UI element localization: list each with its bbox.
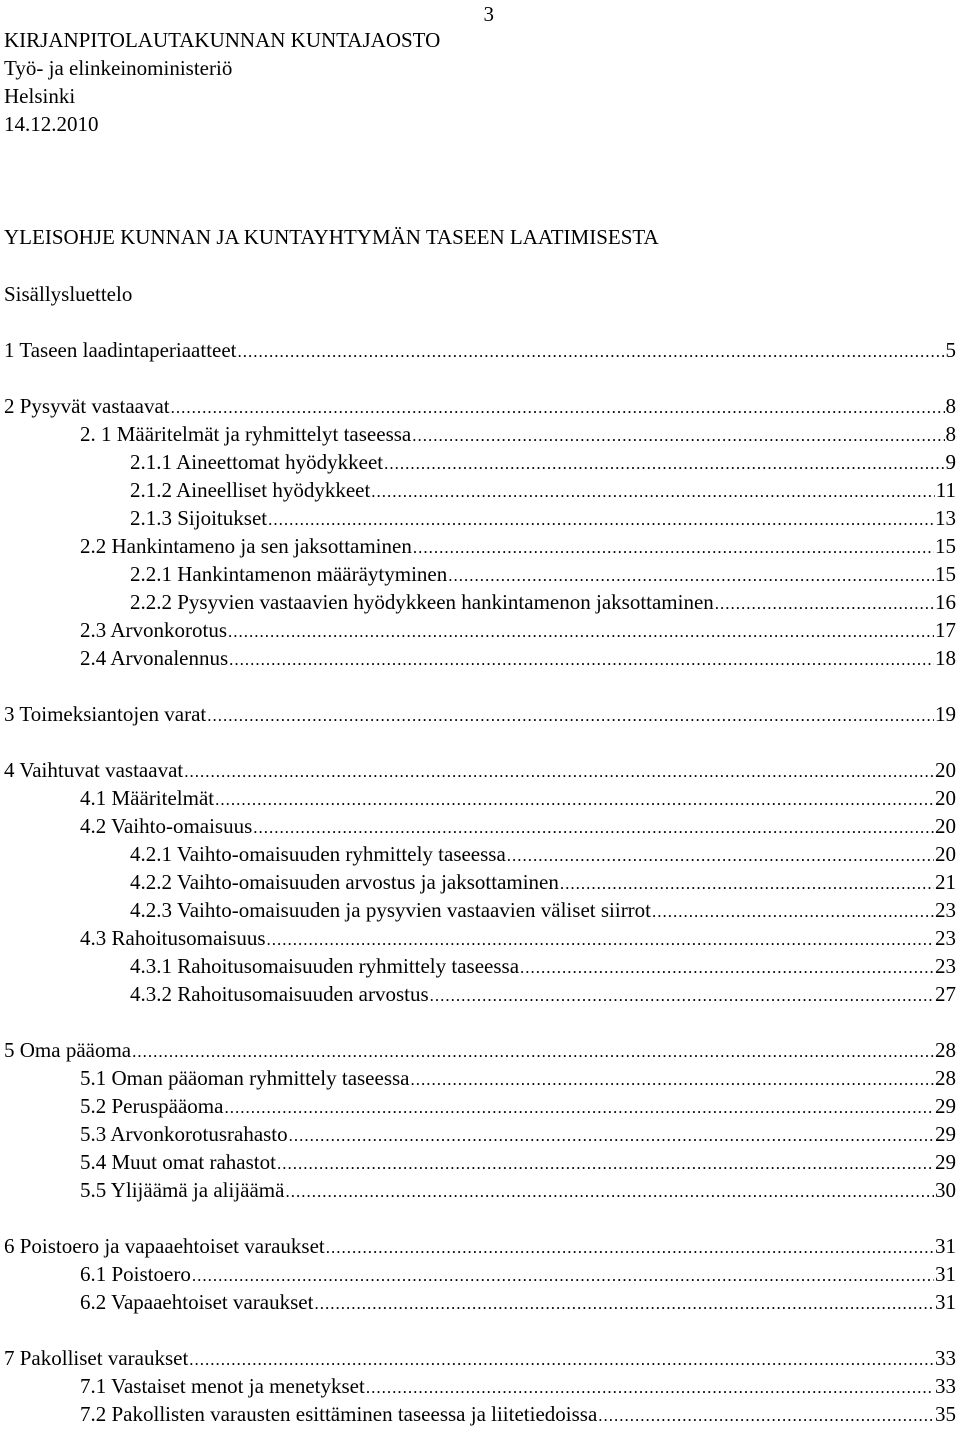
toc-entry[interactable] [80,1178,956,1202]
toc-dot-leader [171,396,945,420]
toc-entry[interactable] [130,450,956,474]
toc-entry[interactable] [130,954,956,978]
toc-entry-label: 7.2 Pakollisten varausten esittäminen taseessa ja liitetiedoissa [80,1402,598,1426]
toc-entry-label: 2.1.3 Sijoitukset [130,506,268,530]
toc-entry[interactable] [4,394,956,418]
toc-entry[interactable] [4,1346,956,1370]
toc-entry[interactable] [80,1374,956,1398]
toc-dot-leader [371,480,934,504]
toc-dot-leader [189,1348,934,1372]
toc-dot-leader [238,340,945,364]
toc-dot-leader [277,1152,934,1176]
toc-entry-page: 23 [935,954,956,978]
toc-dot-leader [267,928,934,952]
toc-dot-leader [132,1040,934,1064]
toc-entry[interactable] [80,1262,956,1286]
toc-dot-leader [285,1180,934,1204]
toc-entry-page: 30 [935,1178,956,1202]
toc-entry[interactable] [130,590,956,614]
toc-dot-leader [520,956,934,980]
toc-entry-page: 33 [935,1346,956,1370]
toc-entry-label: 7.1 Vastaiset menot ja menetykset [80,1374,365,1398]
toc-dot-leader [184,760,934,784]
toc-entry[interactable] [130,478,956,502]
toc-entry-label: 5.3 Arvonkorotusrahasto [80,1122,288,1146]
toc-entry-label: 2.3 Arvonkorotus [80,618,227,642]
toc-entry-page: 15 [935,534,956,558]
toc-entry-page: 15 [935,562,956,586]
toc-dot-leader [314,1292,934,1316]
toc-entry-page: 20 [935,842,956,866]
toc-dot-leader [507,844,934,868]
toc-entry-label: 4.3.2 Rahoitusomaisuuden arvostus [130,982,429,1006]
toc-entry-label: 6.1 Poistoero [80,1262,191,1286]
header-ministry: Työ- ja elinkeinoministeriö [4,56,233,80]
toc-entry-page: 21 [935,870,956,894]
toc-entry[interactable] [130,982,956,1006]
toc-entry[interactable] [4,1038,956,1062]
toc-entry-page: 17 [935,618,956,642]
toc-entry-page: 16 [935,590,956,614]
toc-entry-page: 8 [945,394,956,418]
toc-dot-leader [413,536,934,560]
toc-entry-label: 4.1 Määritelmät [80,786,215,810]
toc-dot-leader [289,1124,934,1148]
toc-entry-label: 5.1 Oman pääoman ryhmittely taseessa [80,1066,410,1090]
toc-entry[interactable] [80,646,956,670]
toc-dot-leader [560,872,934,896]
toc-entry-page: 31 [935,1234,956,1258]
toc-dot-leader [715,592,934,616]
toc-entry-page: 29 [935,1122,956,1146]
toc-entry-page: 27 [935,982,956,1006]
toc-entry-page: 33 [935,1374,956,1398]
toc-entry-label: 2.1.2 Aineelliset hyödykkeet [130,478,371,502]
toc-entry-label: 4 Vaihtuvat vastaavat [4,758,184,782]
toc-dot-leader [215,788,934,812]
header-date: 14.12.2010 [4,112,99,136]
toc-entry-page: 8 [945,422,956,446]
toc-entry-label: 4.2.2 Vaihto-omaisuuden arvostus ja jaksottaminen [130,870,559,894]
toc-entry-page: 23 [935,898,956,922]
toc-entry-label: 6.2 Vapaaehtoiset varaukset [80,1290,314,1314]
header-city: Helsinki [4,84,76,108]
toc-entry-page: 35 [935,1402,956,1426]
toc-entry[interactable] [130,842,956,866]
toc-entry[interactable] [80,814,956,838]
toc-dot-leader [207,704,934,728]
toc-entry-label: 4.2.1 Vaihto-omaisuuden ryhmittely taseessa [130,842,506,866]
toc-entry-page: 13 [935,506,956,530]
toc-entry-label: 5.4 Muut omat rahastot [80,1150,276,1174]
toc-entry-label: 4.2 Vaihto-omaisuus [80,814,253,838]
toc-entry[interactable] [4,1234,956,1258]
toc-dot-leader [411,1068,935,1092]
toc-entry-label: 1 Taseen laadintaperiaatteet [4,338,237,362]
toc-entry-label: 7 Pakolliset varaukset [4,1346,189,1370]
toc-entry-page: 31 [935,1290,956,1314]
toc-entry[interactable] [80,786,956,810]
toc-entry[interactable] [4,758,956,782]
toc-entry[interactable] [80,1066,956,1090]
toc-entry-label: 2.1.1 Aineettomat hyödykkeet [130,450,384,474]
toc-entry-label: 4.3.1 Rahoitusomaisuuden ryhmittely taseessa [130,954,520,978]
toc-dot-leader [412,424,944,448]
toc-entry-label: 2. 1 Määritelmät ja ryhmittelyt taseessa [80,422,412,446]
toc-entry[interactable] [80,618,956,642]
toc-dot-leader [192,1264,934,1288]
toc-entry-page: 20 [935,758,956,782]
toc-dot-leader [652,900,934,924]
toc-entry-label: 5.5 Ylijäämä ja alijäämä [80,1178,285,1202]
document-title: YLEISOHJE KUNNAN JA KUNTAYHTYMÄN TASEEN LAATIMISESTA [4,225,659,249]
toc-entry-label: 2.2 Hankintameno ja sen jaksottaminen [80,534,412,558]
toc-entry-page: 20 [935,786,956,810]
toc-entry-page: 5 [945,338,956,362]
toc-dot-leader [598,1404,934,1428]
toc-entry-label: 5.2 Peruspääoma [80,1094,224,1118]
toc-dot-leader [326,1236,934,1260]
page-number: 3 [483,2,494,26]
toc-dot-leader [430,984,934,1008]
header-org: KIRJANPITOLAUTAKUNNAN KUNTAJAOSTO [4,28,441,52]
toc-entry[interactable] [4,338,956,362]
toc-entry[interactable] [80,1094,956,1118]
toc-entry-label: 3 Toimeksiantojen varat [4,702,207,726]
toc-entry-label: 2.2.1 Hankintamenon määräytyminen [130,562,448,586]
toc-entry-page: 19 [935,702,956,726]
toc-entry-page: 28 [935,1066,956,1090]
toc-entry[interactable] [80,926,956,950]
toc-heading: Sisällysluettelo [4,282,133,306]
toc-entry-page: 23 [935,926,956,950]
toc-entry-page: 29 [935,1094,956,1118]
toc-dot-leader [253,816,934,840]
toc-entry-page: 31 [935,1262,956,1286]
toc-entry[interactable] [4,702,956,726]
toc-entry[interactable] [130,898,956,922]
toc-entry-page: 18 [935,646,956,670]
toc-dot-leader [384,452,944,476]
toc-entry-label: 4.3 Rahoitusomaisuus [80,926,266,950]
toc-entry-label: 2.4 Arvonalennus [80,646,229,670]
toc-dot-leader [366,1376,934,1400]
toc-dot-leader [448,564,934,588]
toc-entry-page: 9 [945,450,956,474]
toc-entry-label: 2.2.2 Pysyvien vastaavien hyödykkeen hankintamenon jaksottaminen [130,590,714,614]
toc-entry[interactable] [130,506,956,530]
toc-dot-leader [229,648,934,672]
toc-entry-label: 4.2.3 Vaihto-omaisuuden ja pysyvien vastaavien väliset siirrot [130,898,652,922]
toc-entry-label: 5 Oma pääoma [4,1038,132,1062]
toc-entry-page: 28 [935,1038,956,1062]
toc-entry[interactable] [80,1290,956,1314]
toc-entry-label: 2 Pysyvät vastaavat [4,394,170,418]
toc-entry-label: 6 Poistoero ja vapaaehtoiset varaukset [4,1234,325,1258]
toc-entry[interactable] [130,562,956,586]
toc-entry[interactable] [80,1402,956,1426]
toc-entry[interactable] [80,534,956,558]
toc-dot-leader [268,508,934,532]
toc-entry[interactable] [80,1122,956,1146]
toc-entry-page: 29 [935,1150,956,1174]
toc-entry[interactable] [80,422,956,446]
toc-dot-leader [228,620,934,644]
toc-dot-leader [224,1096,934,1120]
toc-entry-page: 11 [935,478,956,502]
toc-entry[interactable] [80,1150,956,1174]
toc-entry[interactable] [130,870,956,894]
toc-entry-page: 20 [935,814,956,838]
